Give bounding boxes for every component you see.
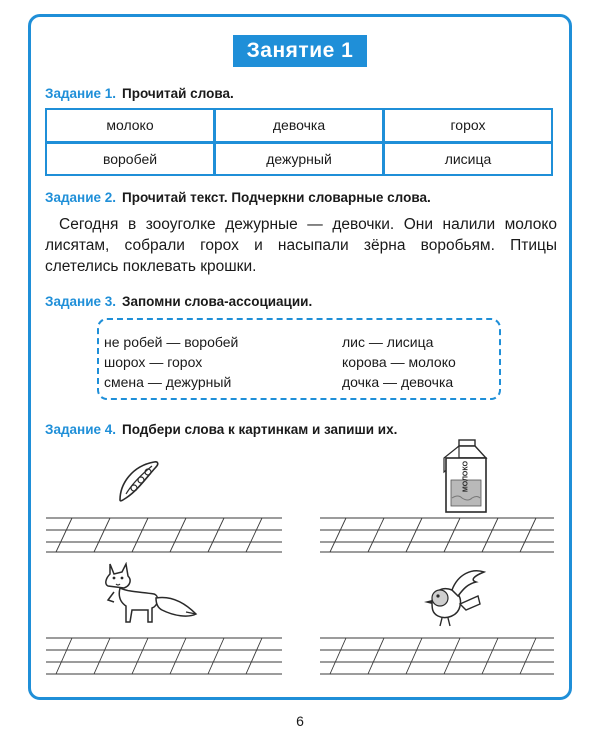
task4-instruction: Подбери слова к картинкам и запиши их.: [122, 422, 398, 437]
writing-lines[interactable]: [320, 514, 554, 554]
word-cell: девочка: [216, 110, 382, 141]
writing-lines[interactable]: [46, 514, 282, 554]
association-item: не робей — воробей: [104, 334, 239, 350]
task3-number: Задание 3.: [45, 294, 117, 309]
association-item: корова — молоко: [342, 354, 456, 370]
fox-icon: [102, 562, 200, 628]
task2-heading: [45, 190, 431, 205]
word-cell: лисица: [385, 144, 551, 175]
lesson-title: Занятие 1: [233, 35, 367, 67]
writing-lines[interactable]: [46, 634, 282, 678]
task1-heading: [45, 86, 234, 101]
story-text: Сегодня в зооуголке дежурные — девочки. Они налили молоко лисятам, собрали горох и насыпали зёрна воробьям. Птицы слетелись поклевать крошки.: [45, 216, 557, 275]
writing-lines[interactable]: [320, 634, 554, 678]
sparrow-icon: [418, 568, 498, 628]
task2-instruction: Прочитай текст. Подчеркни словарные слова.: [122, 190, 431, 205]
word-cell: дежурный: [216, 144, 382, 175]
association-item: смена — дежурный: [104, 374, 232, 390]
word-cell: молоко: [47, 110, 213, 141]
word-cell: воробей: [47, 144, 213, 175]
task1-instruction: Прочитай слова.: [122, 86, 234, 101]
word-cell: горох: [385, 110, 551, 141]
task4-number: Задание 4.: [45, 422, 117, 437]
association-item: шорох — горох: [104, 354, 203, 370]
words-table: [45, 108, 553, 176]
task1-number: Задание 1.: [45, 86, 117, 101]
association-item: лис — лисица: [342, 334, 434, 350]
page-number: 6: [296, 713, 304, 729]
pea-pod-icon: [116, 458, 162, 504]
association-item: дочка — девочка: [342, 374, 454, 390]
milk-carton-label: МОЛОКО: [462, 460, 470, 493]
task2-number: Задание 2.: [45, 190, 117, 205]
task3-heading: [45, 294, 312, 309]
task4-heading: [45, 422, 397, 437]
task3-instruction: Запомни слова-ассоциации.: [122, 294, 313, 309]
